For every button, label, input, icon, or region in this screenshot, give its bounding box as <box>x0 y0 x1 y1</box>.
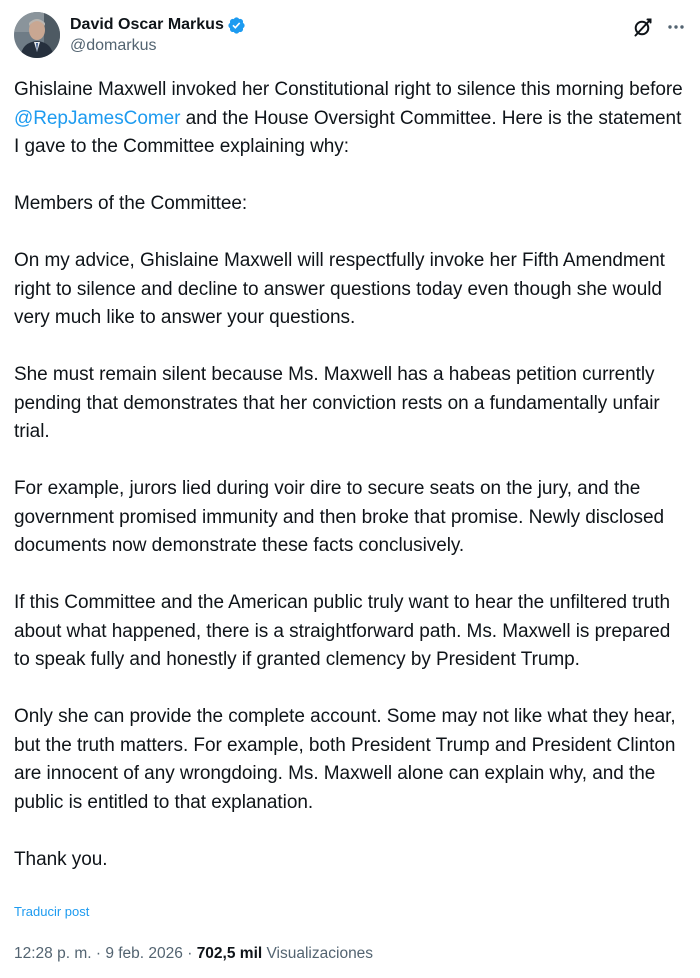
translate-post-link[interactable]: Traducir post <box>14 904 90 919</box>
mention-link[interactable]: @RepJamesComer <box>14 107 181 129</box>
post-paragraph-text: and the House Oversight Committee. Here is the statement I gave to the Committee explaining why: <box>14 107 682 157</box>
post-paragraph: For example, jurors lied during voir dire to secure seats on the jury, and the government promised immunity and then broke that promise. Newly disclosed documents now demonstrate these facts conclusively. <box>14 478 665 556</box>
post-date[interactable]: 9 feb. 2026 <box>105 945 183 962</box>
post-paragraph: Only she can provide the complete account. Some may not like what they hear, but the truth matters. For example, both President Trump and President Clinton are innocent of any wrongdoing. Ms. Maxwell alone can explain why, and the public is entitled to that explanation. <box>14 706 676 813</box>
grok-slash-icon[interactable] <box>632 16 654 38</box>
post-header <box>14 12 686 60</box>
meta-separator: · <box>91 945 106 962</box>
post-text <box>14 76 690 874</box>
post-metadata <box>14 945 373 963</box>
verified-badge-icon[interactable] <box>227 16 246 35</box>
post-paragraph: Members of the Committee: <box>14 193 248 214</box>
more-horizontal-icon[interactable] <box>666 17 686 37</box>
post-paragraph: On my advice, Ghislaine Maxwell will respectfully invoke her Fifth Amendment right to silence and decline to answer questions today even though she would very much like to answer your questions. <box>14 250 665 328</box>
avatar[interactable] <box>14 12 60 58</box>
views-label: Visualizaciones <box>266 945 374 962</box>
author-display-name[interactable]: David Oscar Markus <box>70 16 224 33</box>
post-paragraph: If this Committee and the American public truly want to hear the unfiltered truth about what happened, there is a straightforward path. Ms. Maxwell is prepared to speak fully and honestly if granted clemency by President Trump. <box>14 592 671 670</box>
post-paragraph: Thank you. <box>14 848 108 870</box>
meta-separator: · <box>182 945 197 962</box>
post-time[interactable]: 12:28 p. m. <box>14 945 92 962</box>
author-handle[interactable]: @domarkus <box>70 37 157 54</box>
post-paragraph: She must remain silent because Ms. Maxwell has a habeas petition currently pending that demonstrates that her conviction rests on a fundamentally unfair trial. <box>14 364 660 442</box>
post-paragraph-text: Ghislaine Maxwell invoked her Constitutional right to silence this morning before <box>14 79 683 100</box>
post-paragraph <box>14 76 690 162</box>
views-count: 702,5 mil <box>196 945 263 962</box>
